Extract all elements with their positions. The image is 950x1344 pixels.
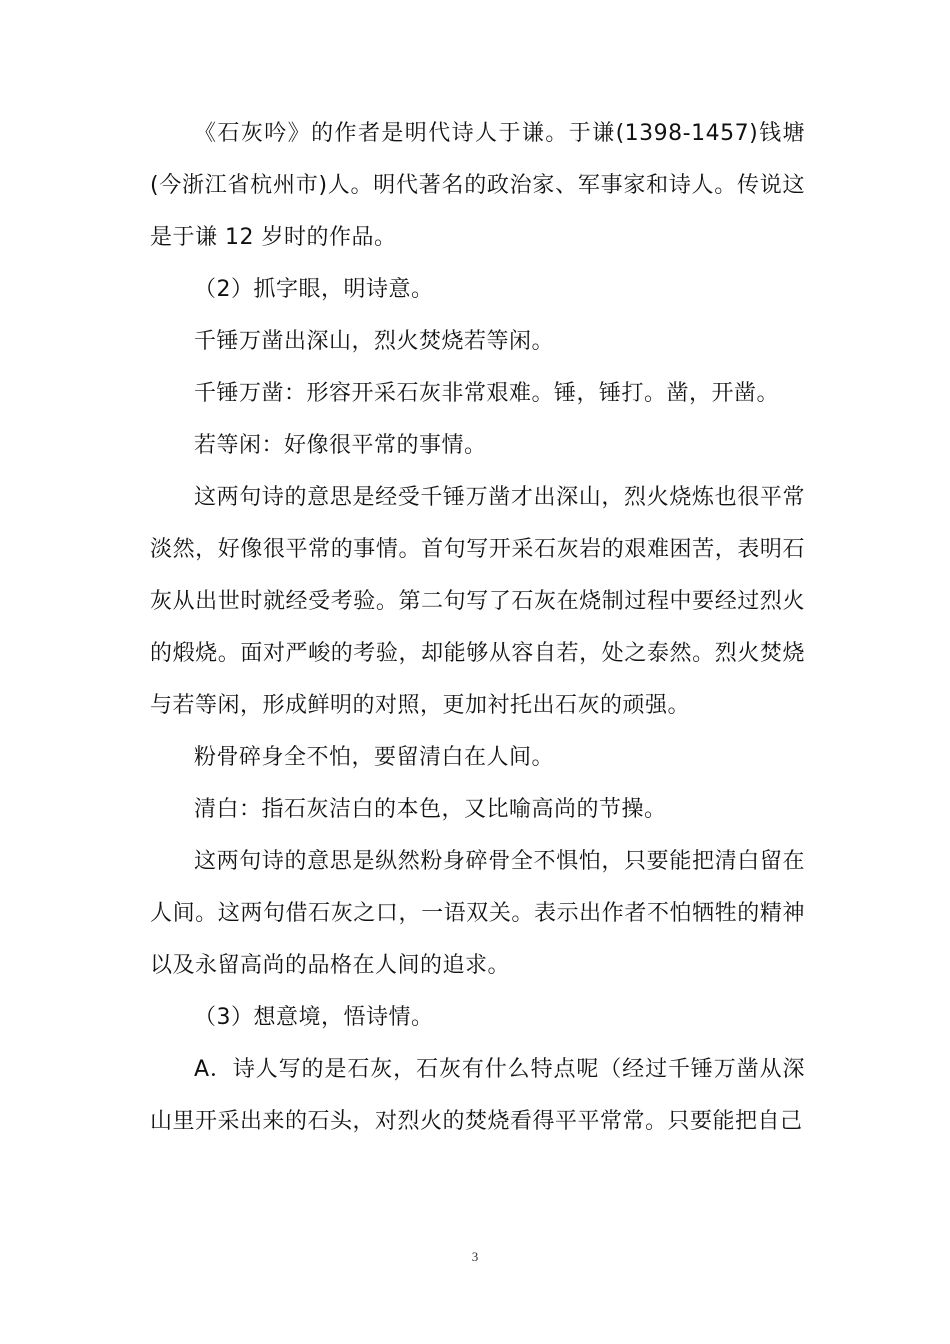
paragraph-author-intro: 《石灰吟》的作者是明代诗人于谦。于谦(1398-1457)钱塘(今浙江省杭州市)人。明代著名的政治家、军事家和诗人。传说这是于谦 12 岁时的作品。 [150,121,805,250]
paragraph-explanation-2: 这两句诗的意思是纵然粉身碎骨全不惧怕，只要能把清白留在人间。这两句借石灰之口，一语双关。表示出作者不怕牺牲的精神以及永留高尚的品格在人间的追求。 [150,849,805,978]
section-heading-2: （2）抓字眼，明诗意。 [194,277,434,302]
document-body [150,108,805,1148]
paragraph-question-a: A．诗人写的是石灰，石灰有什么特点呢（经过千锤万凿从深山里开采出来的石头，对烈火的焚烧看得平平常常。只要能把自己 [150,1057,805,1134]
page-number: 3 [471,1249,479,1264]
poem-line-2: 粉骨碎身全不怕，要留清白在人间。 [194,745,555,770]
paragraph-explanation-1: 这两句诗的意思是经受千锤万凿才出深山，烈火烧炼也很平常淡然，好像很平常的事情。首句写开采石灰岩的艰难困苦，表明石灰从出世时就经受考验。第二句写了石灰在烧制过程中要经过烈火的煅烧。面对严峻的考验，却能够从容自若，处之泰然。烈火焚烧与若等闲，形成鲜明的对照，更加衬托出石灰的顽强。 [150,485,805,718]
section-heading-3: （3）想意境，悟诗情。 [194,1005,434,1030]
poem-line-1: 千锤万凿出深山，烈火焚烧若等闲。 [194,329,555,354]
definition-qianchui: 千锤万凿：形容开采石灰非常艰难。锤，锤打。凿，开凿。 [194,381,780,406]
definition-ruodengxian: 若等闲：好像很平常的事情。 [194,433,487,458]
definition-qingbai: 清白：指石灰洁白的本色，又比喻高尚的节操。 [194,797,667,822]
